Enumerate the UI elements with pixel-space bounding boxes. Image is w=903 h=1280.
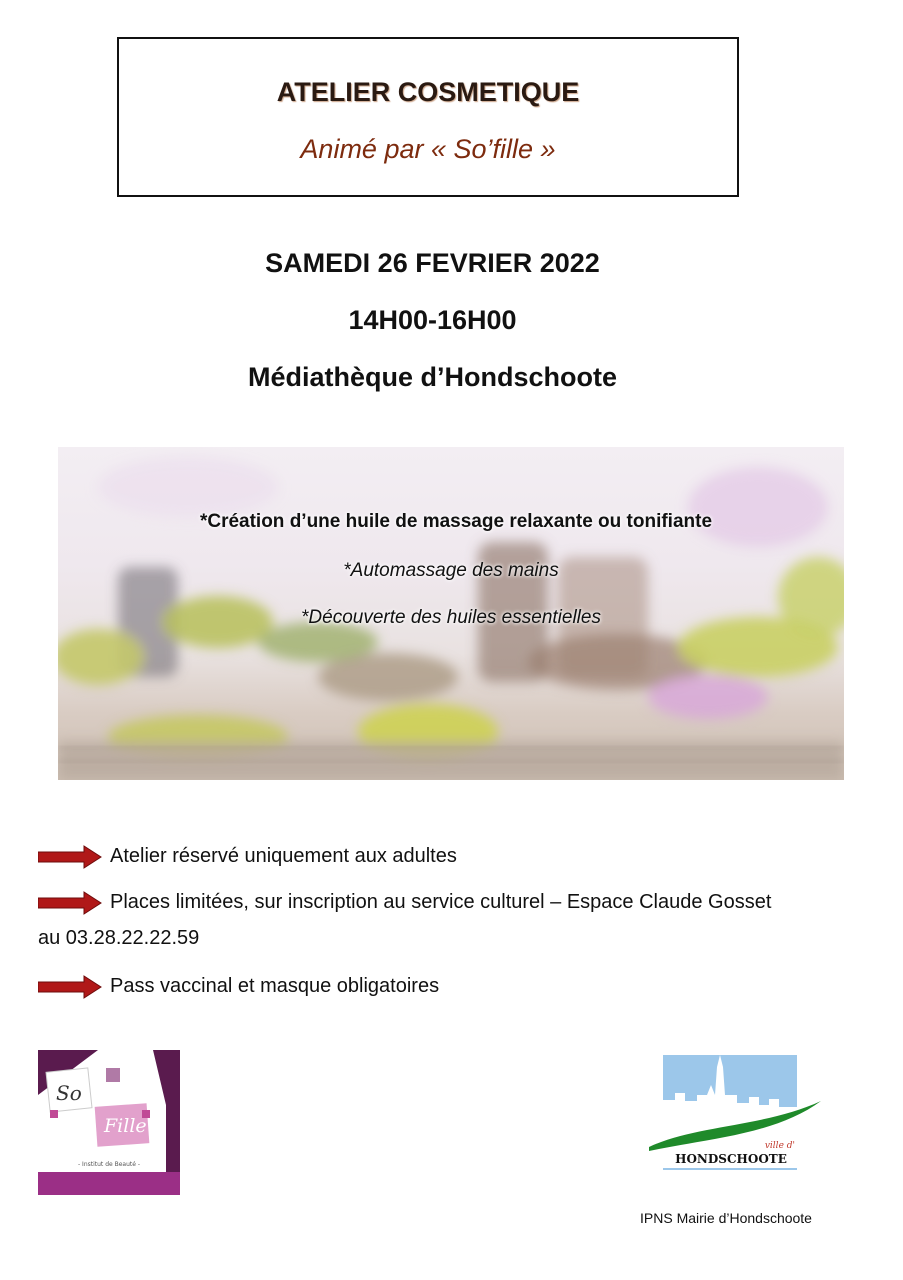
info-text: Atelier réservé uniquement aux adultes <box>110 845 457 867</box>
info-item <box>38 838 457 874</box>
info-item <box>38 968 439 1004</box>
sofille-word2: Fille <box>104 1115 147 1137</box>
ville-name-text: HONDSCHOOTE <box>675 1152 787 1166</box>
title-box <box>117 37 739 197</box>
activities-banner <box>58 447 844 780</box>
page-title: ATELIER COSMETIQUE <box>276 77 580 107</box>
sofille-tagline: - Institut de Beauté - <box>77 1161 141 1168</box>
red-arrow-icon <box>38 845 102 869</box>
sofille-logo <box>38 1050 180 1195</box>
hondschoote-logo-graphic <box>645 1055 825 1175</box>
page-subtitle: Animé par « So’fille » <box>300 134 556 164</box>
activity-item: *Découverte des huiles essentielles <box>301 607 601 628</box>
event-place: Médiathèque d’Hondschoote <box>247 362 617 392</box>
hondschoote-logo <box>645 1055 825 1175</box>
red-arrow-icon <box>38 891 102 915</box>
ville-small-text: ville d' <box>764 1141 795 1151</box>
info-text: Places limitées, sur inscription au service culturel – Espace Claude Gosset au 03.28.22.22.59 <box>38 891 772 949</box>
red-arrow-icon <box>38 975 102 999</box>
activity-item: *Automassage des mains <box>343 560 559 581</box>
sofille-word1: So <box>56 1081 82 1105</box>
activity-item: *Création d’une huile de massage relaxante ou tonifiante <box>199 511 713 532</box>
footer-text: IPNS Mairie d’Hondschoote <box>640 1210 812 1226</box>
info-text: Pass vaccinal et masque obligatoires <box>110 975 440 997</box>
info-item <box>38 884 798 956</box>
event-date: SAMEDI 26 FEVRIER 2022 <box>265 248 600 278</box>
sofille-logo-graphic <box>38 1050 180 1195</box>
event-time: 14H00-16H00 <box>348 305 517 335</box>
